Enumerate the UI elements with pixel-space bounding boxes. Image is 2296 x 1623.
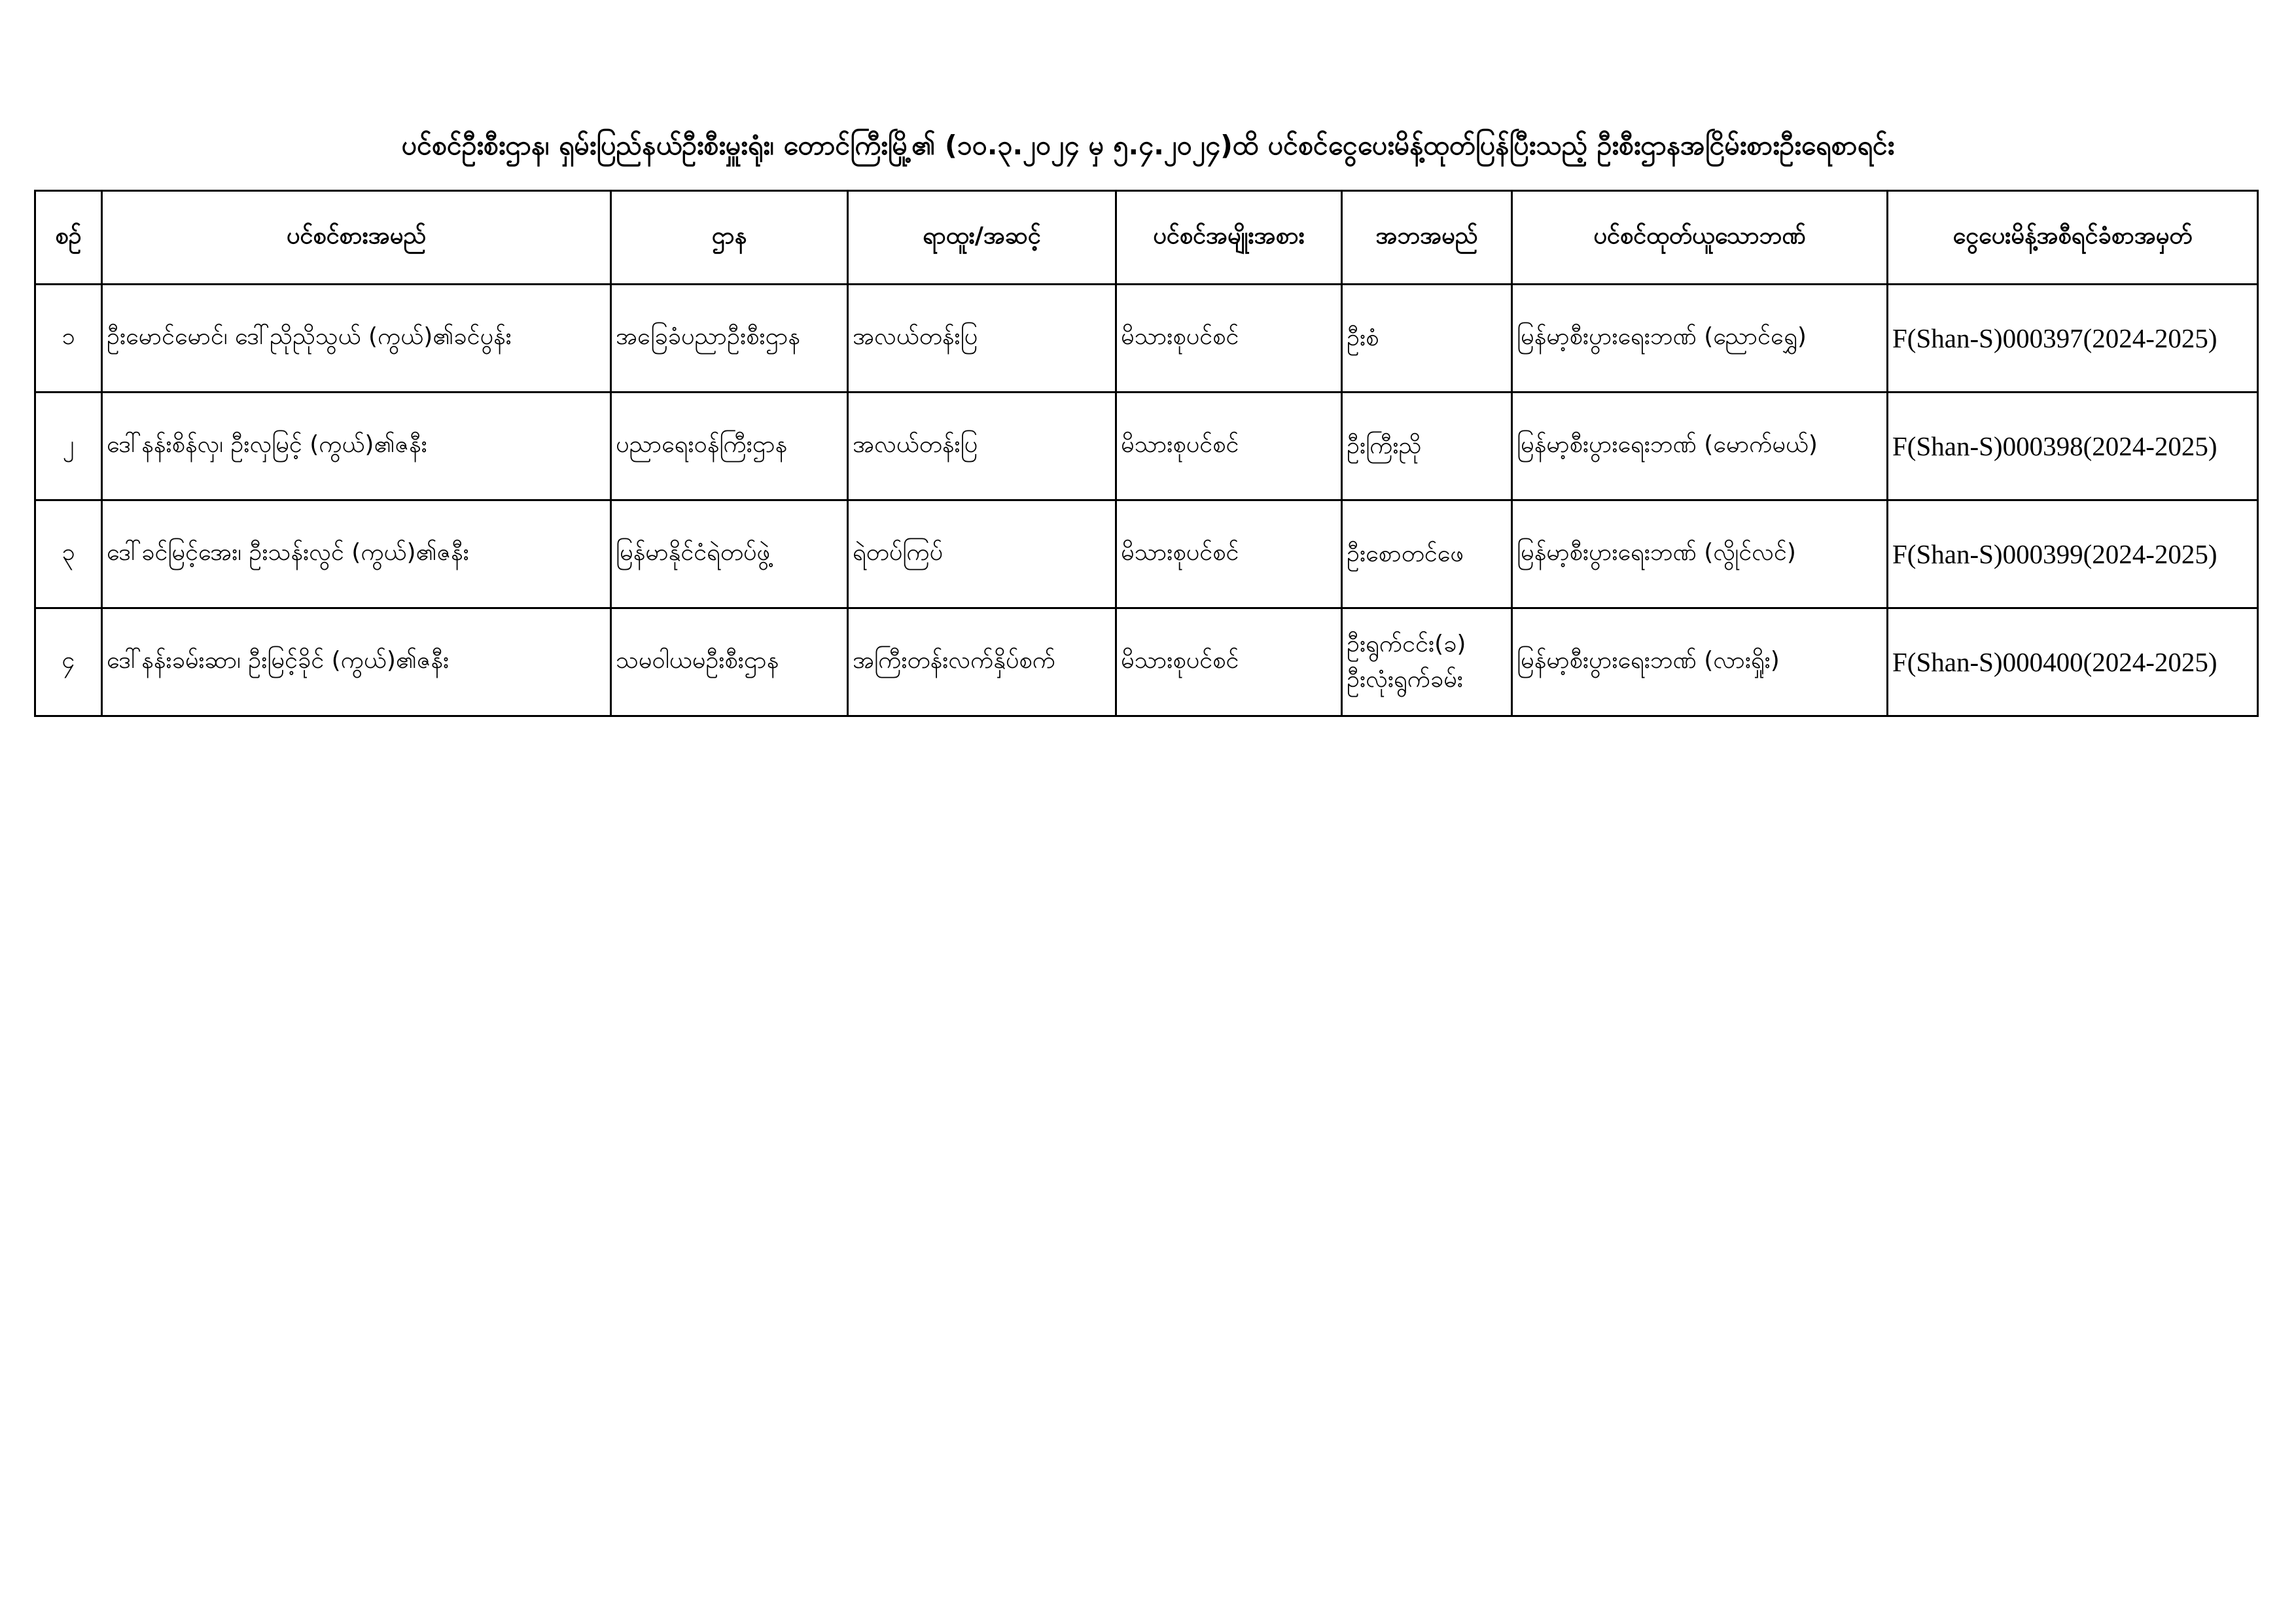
table-row — [35, 285, 2258, 393]
cell-serial-no: ၂ — [35, 393, 102, 500]
cell-pension-type: မိသားစုပင်စင် — [1116, 285, 1342, 393]
cell-bank: မြန်မာ့စီးပွားရေးဘဏ် (လွိုင်လင်) — [1512, 500, 1888, 608]
cell-pension-type: မိသားစုပင်စင် — [1116, 500, 1342, 608]
father-name-line: ဦးလုံးရွက်ခမ်း — [1347, 666, 1463, 693]
cell-department: သမဝါယမဦးစီးဌာန — [611, 608, 848, 716]
cell-pensioner-name: ဒေါ်နန်းစိန်လှ၊ ဦးလှမြင့် (ကွယ်)၏ဇနီး — [102, 393, 611, 500]
cell-serial-no: ၃ — [35, 500, 102, 608]
cell-pension-type: မိသားစုပင်စင် — [1116, 393, 1342, 500]
header-serial-no: စဉ် — [35, 191, 102, 285]
cell-department: မြန်မာနိုင်ငံရဲတပ်ဖွဲ့ — [611, 500, 848, 608]
cell-father-name — [1342, 500, 1512, 608]
cell-report-number: F(Shan-S)000400(2024-2025) — [1888, 608, 2258, 716]
cell-department: အခြေခံပညာဦးစီးဌာန — [611, 285, 848, 393]
cell-pensioner-name: ဒေါ်ခင်မြင့်အေး၊ ဦးသန်းလွင် (ကွယ်)၏ဇနီး — [102, 500, 611, 608]
father-name-line: ဦးစောတင်ဖေ — [1347, 540, 1464, 567]
father-name-line: ဦးကြီးညို — [1347, 432, 1422, 459]
pensioner-register-table — [34, 190, 2259, 717]
cell-rank: အလယ်တန်းပြ — [848, 393, 1116, 500]
cell-bank: မြန်မာ့စီးပွားရေးဘဏ် (လားရှိုး) — [1512, 608, 1888, 716]
cell-father-name — [1342, 285, 1512, 393]
cell-bank: မြန်မာ့စီးပွားရေးဘဏ် (မောက်မယ်) — [1512, 393, 1888, 500]
header-report-number: ငွေပေးမိန့်အစီရင်ခံစာအမှတ် — [1888, 191, 2258, 285]
cell-serial-no: ၁ — [35, 285, 102, 393]
cell-bank: မြန်မာ့စီးပွားရေးဘဏ် (ညောင်ရွှေ) — [1512, 285, 1888, 393]
header-bank: ပင်စင်ထုတ်ယူသောဘဏ် — [1512, 191, 1888, 285]
cell-report-number: F(Shan-S)000397(2024-2025) — [1888, 285, 2258, 393]
cell-pension-type: မိသားစုပင်စင် — [1116, 608, 1342, 716]
table-row — [35, 608, 2258, 716]
cell-report-number: F(Shan-S)000399(2024-2025) — [1888, 500, 2258, 608]
header-rank: ရာထူး/အဆင့် — [848, 191, 1116, 285]
cell-father-name — [1342, 393, 1512, 500]
header-pensioner-name: ပင်စင်စားအမည် — [102, 191, 611, 285]
cell-report-number: F(Shan-S)000398(2024-2025) — [1888, 393, 2258, 500]
header-pension-type: ပင်စင်အမျိုးအစား — [1116, 191, 1342, 285]
cell-pensioner-name: ဦးမောင်မောင်၊ ဒေါ်ညိုညိုသွယ် (ကွယ်)၏ခင်ပွန်း — [102, 285, 611, 393]
cell-rank: အကြီးတန်းလက်နှိပ်စက် — [848, 608, 1116, 716]
header-father-name: အဘအမည် — [1342, 191, 1512, 285]
table-header-row — [35, 191, 2258, 285]
cell-rank: အလယ်တန်းပြ — [848, 285, 1116, 393]
table-row — [35, 393, 2258, 500]
cell-father-name — [1342, 608, 1512, 716]
cell-pensioner-name: ဒေါ်နန်းခမ်းဆာ၊ ဦးမြင့်ခိုင် (ကွယ်)၏ဇနီး — [102, 608, 611, 716]
cell-serial-no: ၄ — [35, 608, 102, 716]
table-row — [35, 500, 2258, 608]
cell-rank: ရဲတပ်ကြပ် — [848, 500, 1116, 608]
father-name-line: ဦးစံ — [1347, 324, 1379, 351]
page-title: ပင်စင်ဦးစီးဌာန၊ ရှမ်းပြည်နယ်ဦးစီးမှူးရုံး၊ တောင်ကြီးမြို့၏ (၁၀.၃.၂၀၂၄ မှ ၅.၄.၂၀၂၄)ထိ ပင်စင်ငွေပေးမိန့်ထုတ်ပြန်ပြီးသည့် ဦးစီးဌာနအငြိမ်းစားဦးရေစာရင်း — [401, 130, 1895, 161]
header-department: ဌာန — [611, 191, 848, 285]
father-name-line: ဦးရွက်ငင်း(ခ) — [1347, 631, 1466, 657]
cell-department: ပညာရေးဝန်ကြီးဌာန — [611, 393, 848, 500]
